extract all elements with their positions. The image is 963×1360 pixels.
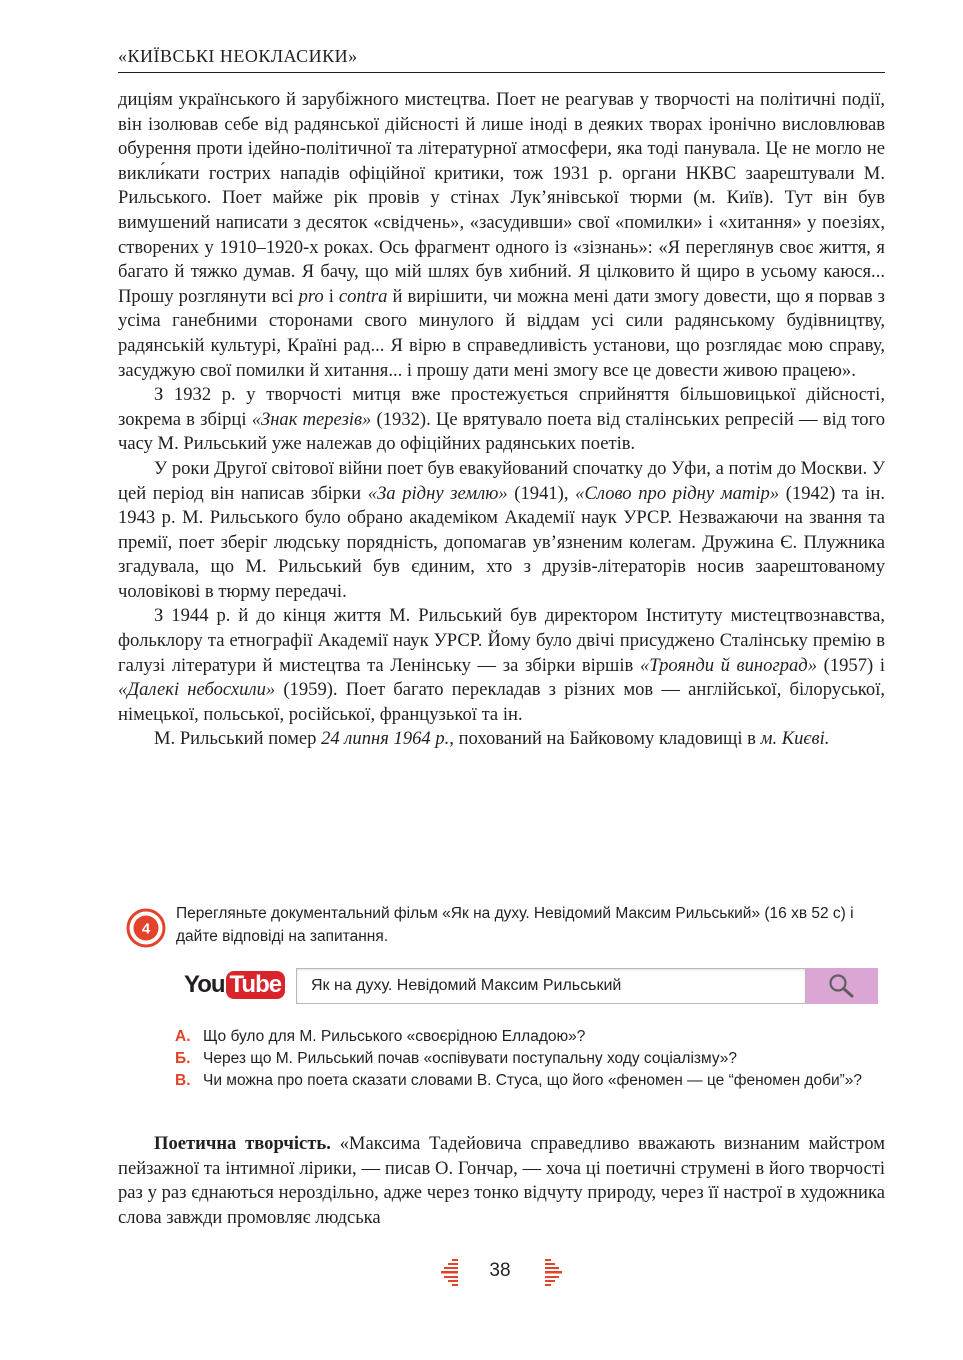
italic-run: 24 липня 1964 р.,	[321, 728, 454, 750]
search-button[interactable]	[806, 968, 878, 1004]
text-run: З 1932 р. у творчості митця вже простежується сприйняття більшовицької дійсності, зокрема в збірці	[118, 384, 885, 430]
task-number-icon	[126, 908, 166, 948]
italic-run: pro	[298, 285, 324, 307]
italic-run: «Знак терезів»	[251, 408, 372, 430]
search-input[interactable]: Як на духу. Невідомий Максим Рильський	[296, 968, 806, 1004]
page-number: 38	[489, 1260, 511, 1281]
body-paragraph	[118, 604, 885, 727]
text-run: З 1944 р. й до кінця життя М. Рильський був директором Інституту мистецтвознавства, фольклору та етнографії Академії наук УРСР. Йому було двічі присуджено Сталінську премію в галузі літератури й мистецтва та Ленінську — за збірки віршів	[118, 605, 885, 676]
question-text: Через що М. Рильський почав «оспівувати поступальну ходу соціалізму»?	[203, 1050, 737, 1067]
section-text: «Максима Тадейовича справедливо вважають визнаним майстром пейзажної та інтимної лірики, — писав О. Гончар, — хоча ці поетичні струмені в його творчості раз у раз єднаються нероздільно, адже через тонко відчуту природу, через її настрої в художника слова завжди промовляє людська	[118, 1133, 885, 1228]
question-text: Що було для М. Рильського «своєрідною Елладою»?	[203, 1028, 586, 1045]
running-header: «КИЇВСЬКІ НЕОКЛАСИКИ»	[118, 44, 885, 73]
question-list	[175, 1026, 887, 1092]
italic-run: «Далекі небосхили»	[118, 679, 276, 701]
youtube-logo	[184, 968, 285, 1002]
italic-run: м. Києві.	[760, 728, 830, 750]
text-run: й вирішити, чи можна мені дати змогу довести, що я порвав з усіма ганебними сторонами свого минулого й віддам усі сили радянському будівництву, радянській культурі, Країні рад... Я вірю в справедливість установи, що розглядає мою справу, засуджую свої помилки й хитання... і прошу дати мені змогу все це довести живою працею».	[118, 285, 886, 381]
text-run: У роки Другої світової війни поет був евакуйований спочатку до Уфи, а потім до Москви. У цей період він написав збірки	[118, 457, 885, 504]
text-run: диціям українського й зарубіжного мистецтва. Поет не реагував у творчості на політичні події, він ізолював себе від радянської дійсності й лише іноді в деяких творах іронічно висловлював обурення проти ідейно-політичної та літературної атмосфери, яка тоді панувала. Це не могло не викли́кати гострих нападів офіційної критики, тож 1931 р. органи НКВС заарештували М. Рильського. Поет майже рік провів у стінах Лук’янівської тюрми (м. Київ). Тут він був вимушений написати з десяток «свідчень», «засудивши» свої «помилки» і «хитання» у поезіях, створених у 1910–1920-х роках. Ось фрагмент одного із «зізнань»: «Я переглянув своє життя, я багато й тяжко думав. Я бачу, що мій шлях був хибний. Я цілковито й щиро в усьому каюся... Прошу розглянути всі	[118, 89, 885, 307]
youtube-logo-tube: Tube	[226, 971, 286, 999]
question-text: Чи можна про поета сказати словами В. Стуса, що його «феномен — це “феномен доби”»?	[203, 1072, 863, 1089]
italic-run: «За рідну землю»	[367, 482, 508, 504]
youtube-logo-you: You	[184, 971, 225, 998]
italic-run: contra	[338, 285, 388, 307]
body-paragraph	[118, 383, 885, 457]
page-ornament-right-icon	[543, 1258, 563, 1288]
poetic-work-section	[118, 1132, 885, 1230]
question-marker: А.	[175, 1028, 191, 1045]
question-item	[175, 1048, 887, 1070]
italic-run: «Троянди й виноград»	[639, 654, 818, 676]
text-run: М. Рильський помер	[154, 728, 322, 750]
question-item	[175, 1070, 887, 1092]
task-instruction: Перегляньте документальний фільм «Як на духу. Невідомий Максим Рильський» (16 хв 52 с) і дайте відповіді на запитання.	[176, 905, 854, 945]
question-item	[175, 1026, 887, 1048]
svg-text:4: 4	[141, 920, 151, 938]
body-paragraph	[118, 727, 885, 752]
text-run: (1941),	[507, 482, 576, 504]
text-run: похований на Байковому кладовищі в	[453, 728, 761, 750]
text-run: (1959). Поет багато перекладав з різних мов — англійської, білоруської, німецької, польської, російської, французької та ін.	[118, 679, 886, 725]
body-paragraph	[118, 88, 885, 383]
page-ornament-left-icon	[440, 1258, 460, 1288]
main-text	[118, 88, 885, 752]
text-run: (1957) і	[817, 654, 885, 676]
question-marker: В.	[175, 1072, 191, 1089]
text-run: і	[323, 285, 339, 307]
question-marker: Б.	[175, 1050, 191, 1067]
text-run: (1932). Це врятувало поета від сталінських репресій — від того часу М. Рильський уже належав до офіційних радянських поетів.	[118, 408, 885, 455]
italic-run: «Слово про рідну матір»	[575, 482, 780, 504]
magnifier-icon	[826, 972, 858, 1000]
body-paragraph	[118, 457, 885, 605]
section-heading: Поетична творчість.	[154, 1133, 331, 1154]
text-run: (1942) та ін. 1943 р. М. Рильського було обрано академіком Академії наук УРСР. Незважаючи на звання та премії, поет зберіг людську порядність, допомагав ув’язненим колегам. Дружина Є. Плужника згадувала, що М. Рильський був єдиним, хто з друзів-літераторів носив заарештованому чоловікові в тюрму передачі.	[118, 482, 885, 602]
